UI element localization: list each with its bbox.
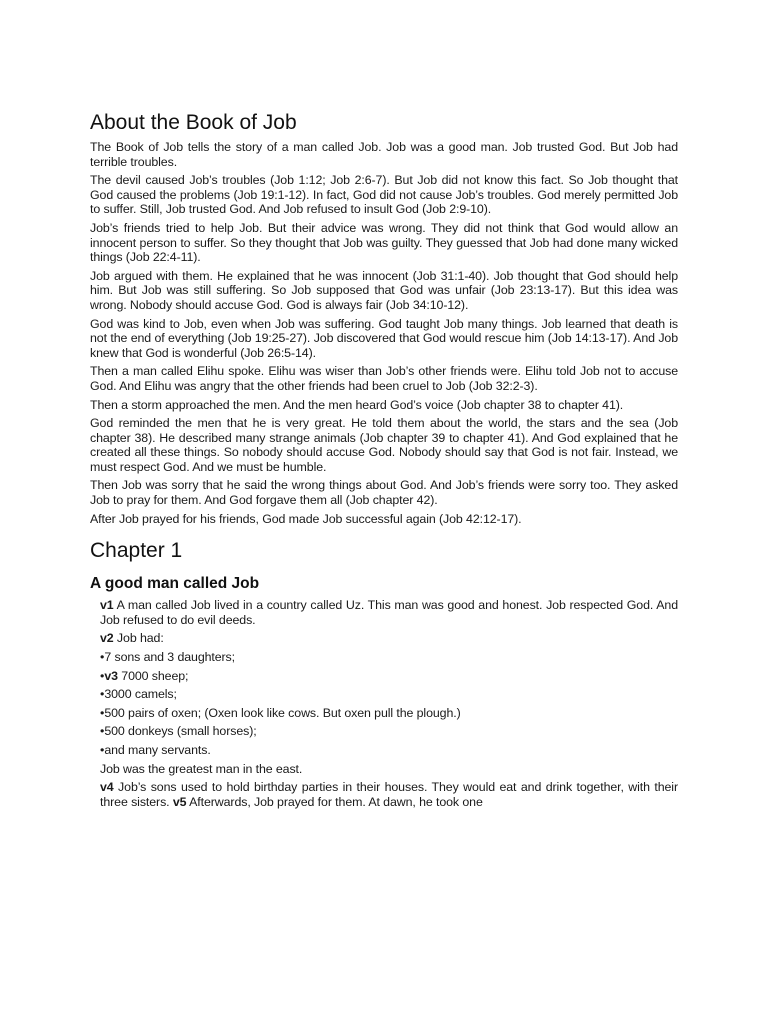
- bullet-glyph: •: [100, 668, 105, 683]
- verse-4: [90, 780, 678, 809]
- intro-paragraph-10: After Job prayed for his friends, God made Job successful again (Job 42:12-17).: [90, 511, 522, 526]
- verse-number: v1: [100, 598, 114, 613]
- verse-text: Job’s sons used to hold birthday parties in their houses. They would eat and drink together, with their three sisters.: [100, 780, 678, 809]
- list-item: [90, 706, 678, 721]
- intro-paragraph-7: Then a storm approached the men. And the men heard God’s voice (Job chapter 38 to chapter 41).: [90, 397, 624, 412]
- page-title: About the Book of Job: [90, 111, 297, 134]
- bullet-glyph: •: [100, 650, 105, 665]
- list-item-text: 500 pairs of oxen; (Oxen look like cows. But oxen pull the plough.): [104, 705, 461, 720]
- intro-paragraph-3: Job’s friends tried to help Job. But their advice was wrong. They did not think that God would allow an innocent person to suffer. So they thought that Job was guilty. They guessed that Job had done many wicked things (Job 22:4-11).: [90, 220, 678, 265]
- greatest-line: Job was the greatest man in the east.: [100, 761, 303, 776]
- intro-paragraph-9: Then Job was sorry that he said the wrong things about God. And Job’s friends were sorry too. They asked Job to pray for them. And God forgave them all (Job chapter 42).: [90, 478, 678, 508]
- verse-text: Afterwards, Job prayed for them. At dawn, he took one: [186, 794, 483, 809]
- intro-paragraph-4: Job argued with them. He explained that he was innocent (Job 31:1-40). Job thought that God should help him. But Job was still suffering. So Job supposed that God was unfair (Job 23:13-17). But this idea was wrong. Nobody should accuse God. God is always fair (Job 34:10-12).: [90, 268, 678, 312]
- verse-number: v3: [104, 668, 118, 683]
- verse-2: [90, 631, 678, 646]
- verse-number: v4: [100, 780, 114, 795]
- list-item: [90, 724, 678, 739]
- list-item: [90, 743, 678, 758]
- chapter-title: Chapter 1: [90, 539, 183, 563]
- verse-number: v2: [100, 631, 114, 646]
- list-item-text: 7000 sheep;: [117, 668, 189, 683]
- intro-paragraph-2: The devil caused Job’s troubles (Job 1:12; Job 2:6-7). But Job did not know this fact. So Job thought that God caused the problems (Job 19:1-12). In fact, God did not cause Job’s troubles. God merely permitted Job to suffer. Still, Job trusted God. And Job refused to insult God (Job 2:9-10).: [90, 173, 678, 217]
- bullet-glyph: •: [100, 724, 105, 739]
- intro-paragraph-8: God reminded the men that he is very great. He told them about the world, the stars and the sea (Job chapter 38). He described many strange animals (Job chapter 39 to chapter 41). And God explained that he created all these things. So nobody should accuse God. Nobody should say that God is not fair. Instead, we must respect God. And we must be humble.: [90, 416, 678, 474]
- verse-number: v5: [172, 794, 187, 809]
- intro-paragraph-1: The Book of Job tells the story of a man called Job. Job was a good man. Job trusted God. But Job had terrible troubles.: [90, 140, 678, 169]
- bullet-glyph: •: [100, 743, 105, 757]
- list-item-text: and many servants.: [104, 743, 211, 757]
- list-item: [90, 687, 678, 702]
- list-item-text: 3000 camels;: [104, 687, 177, 702]
- list-item: [90, 669, 678, 684]
- bullet-glyph: •: [100, 705, 105, 720]
- verse-text: Job had:: [113, 631, 164, 646]
- intro-paragraph-6: Then a man called Elihu spoke. Elihu was wiser than Job’s other friends were. Elihu told Job not to accuse God. And Elihu was angry that the other friends had been cruel to Job (Job 32:2-3).: [90, 364, 678, 393]
- bullet-glyph: •: [100, 687, 105, 702]
- document-page: [90, 110, 678, 813]
- list-item-text: 7 sons and 3 daughters;: [104, 650, 235, 665]
- list-item: [90, 650, 678, 665]
- verse-1: [90, 598, 678, 627]
- list-item-text: 500 donkeys (small horses);: [104, 724, 257, 739]
- section-heading: A good man called Job: [90, 575, 260, 593]
- verse-text: A man called Job lived in a country called Uz. This man was good and honest. Job respected God. And Job refused to do evil deeds.: [100, 598, 678, 627]
- intro-paragraph-5: God was kind to Job, even when Job was suffering. God taught Job many things. Job learned that death is not the end of everything (Job 19:25-27). Job discovered that God would rescue him (Job 14:13-17). And Job knew that God is wonderful (Job 26:5-14).: [90, 316, 678, 360]
